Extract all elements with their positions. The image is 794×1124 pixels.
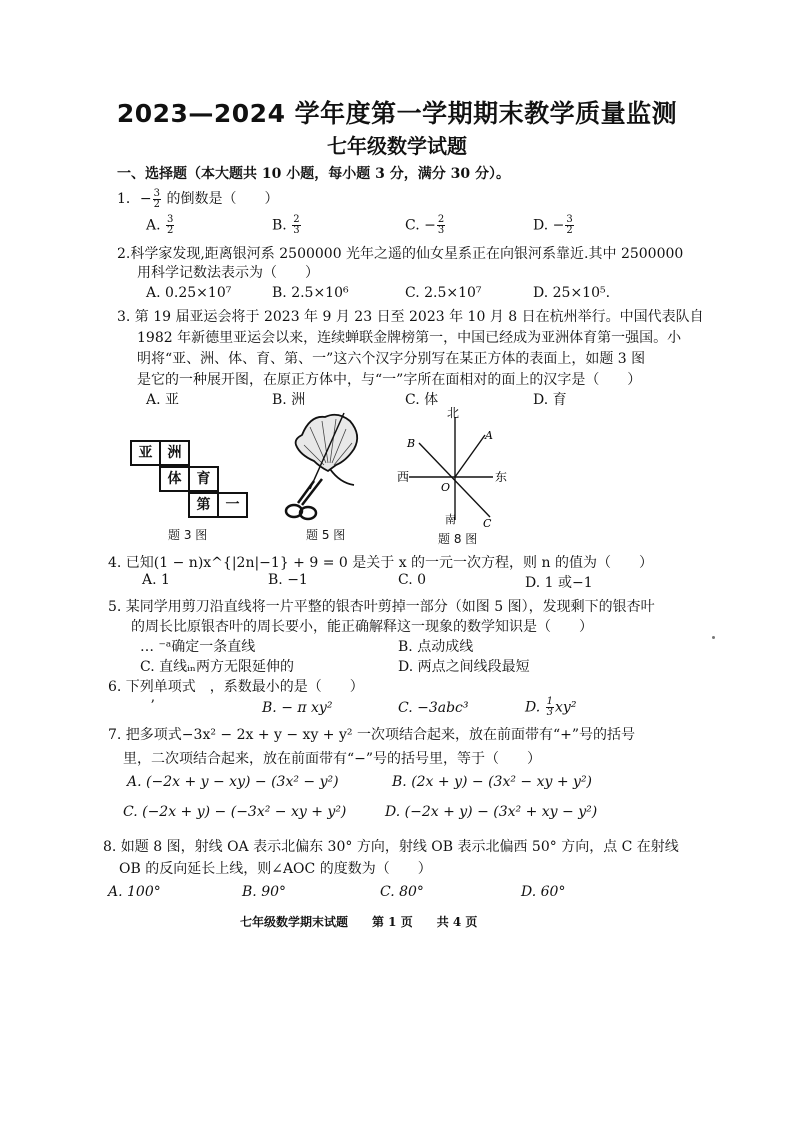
question-5-line-2: 的周长比原银杏叶的周长要小，能正确解释这一现象的数学知识是（ ） — [131, 619, 593, 635]
q1-d-label: D. − — [533, 217, 565, 234]
net-cell-3: 体 — [159, 466, 190, 492]
question-6: 6. 下列单项式 ，系数最小的是（ ） — [108, 679, 364, 695]
q6-option-d — [525, 697, 576, 718]
label-b: B — [407, 437, 416, 450]
q6-d-tail: xy² — [555, 699, 577, 716]
q7-option-b: B. (2x + y) − (3x² − xy + y²) — [392, 774, 593, 790]
section-heading: 一、选择题（本大题共 10 小题，每小题 3 分，满分 30 分）。 — [117, 166, 510, 182]
question-5-line-1: 5. 某同学用剪刀沿直线将一片平整的银杏叶剪掉一部分（如图 5 图），发现剩下的银杏叶 — [108, 599, 655, 615]
question-3-line-1: 3. 第 19 届亚运会将于 2023 年 9 月 23 日至 2023 年 10 月 8 日在杭州举行。中国代表队自 — [117, 309, 704, 325]
q5-option-c: C. 直线ᵢₙ两方无限延伸的 — [140, 659, 294, 675]
q7-option-c: C. (−2x + y) − (−3x² − xy + y²) — [123, 804, 347, 820]
q8-option-a: A. 100° — [108, 884, 161, 900]
page-footer: 七年级数学期末试题 第 1 页 共 4 页 — [240, 915, 478, 929]
q4-option-c: C. 0 — [398, 572, 427, 588]
question-2-line-1: 2.科学家发现,距离银河系 2500000 光年之遥的仙女星系正在向银河系靠近.其中 2500000 — [117, 246, 684, 262]
q1-c-frac — [437, 215, 445, 236]
label-north: 北 — [447, 406, 460, 420]
q1-suffix: 的倒数是（ ） — [162, 191, 279, 207]
label-o: O — [441, 481, 451, 494]
q1-a-num: 3 — [167, 214, 174, 225]
net-cell-2: 洲 — [159, 440, 190, 466]
q1-option-d — [533, 215, 575, 236]
q6-option-c: C. −3abc³ — [398, 700, 469, 716]
figure-5-caption: 题 5 图 — [306, 528, 346, 542]
q6-d-den: 3 — [546, 707, 554, 718]
q1-c-num: 2 — [437, 214, 445, 225]
q3-option-a: A. 亚 — [146, 392, 180, 408]
q8-option-b: B. 90° — [242, 884, 287, 900]
scan-speck — [712, 636, 715, 639]
q4-option-a: A. 1 — [142, 572, 170, 588]
q1-option-b — [272, 215, 302, 236]
q7-option-a: A. (−2x + y − xy) − (3x² − y²) — [127, 774, 339, 790]
q1-b-label: B. — [272, 217, 287, 234]
question-4: 4. 已知(1 − n)x^{|2n|−1} + 9 = 0 是关于 x 的一元一次方程，则 n 的值为（ ） — [108, 555, 653, 571]
figure-8-compass — [395, 405, 525, 530]
q2-option-d: D. 25×10⁵. — [533, 285, 611, 301]
question-7-line-2: 里，二次项结合起来，放在前面带有“−”号的括号里，等于（ ） — [123, 751, 542, 767]
q1-a-label: A. — [146, 217, 161, 234]
figure-3-caption: 题 3 图 — [168, 528, 208, 542]
q8-option-d: D. 60° — [521, 884, 566, 900]
q1-c-label: C. − — [405, 217, 436, 234]
q1-b-den: 3 — [293, 225, 300, 236]
q6-d-label: D. — [525, 699, 541, 716]
q1-a-frac — [166, 215, 174, 236]
net-cell-1: 亚 — [130, 440, 161, 466]
q1-frac-num: 3 — [153, 187, 161, 199]
q2-option-c: C. 2.5×10⁷ — [405, 285, 482, 301]
label-c: C — [483, 517, 492, 530]
net-cell-4: 育 — [188, 466, 219, 492]
q8-option-c: C. 80° — [380, 884, 424, 900]
q1-d-num: 3 — [566, 214, 573, 225]
question-2-line-2: 用科学记数法表示为（ ） — [137, 265, 319, 281]
q1-d-frac — [565, 215, 573, 236]
question-3-line-2: 1982 年新德里亚运会以来，连续蝉联金牌榜第一，中国已经成为亚洲体育第一强国。小 — [137, 330, 682, 346]
ginkgo-leaf-shape — [296, 415, 358, 471]
question-8-line-2: OB 的反向延长上线，则∠AOC 的度数为（ ） — [119, 861, 432, 877]
question-3-line-3: 明将“亚、洲、体、育、第、一”这六个汉字分别写在某正方体的表面上，如题 3 图 — [137, 351, 646, 367]
q1-c-den: 3 — [437, 225, 445, 236]
question-1 — [117, 188, 278, 210]
q1-minus: − — [139, 191, 152, 207]
q1-prefix: 1． — [117, 191, 140, 207]
label-west: 西 — [397, 470, 410, 484]
exam-title: 2023—2024 学年度第一学期期末教学质量监测 — [116, 99, 678, 128]
q5-option-d: D. 两点之间线段最短 — [398, 659, 530, 675]
q1-frac-den: 2 — [153, 198, 161, 210]
q6-option-b: B. − π xy² — [262, 700, 333, 716]
q4-option-d: D. 1 或−1 — [525, 575, 593, 591]
q1-b-num: 2 — [293, 214, 300, 225]
q6-d-frac — [546, 697, 554, 718]
ginkgo-stem — [330, 469, 354, 485]
figure-5-ginkgo-scissors — [280, 405, 372, 525]
q6-option-a: ʼ — [150, 698, 155, 714]
q3-option-d: D. 育 — [533, 392, 567, 408]
q7-option-d: D. (−2x + y) − (3x² + xy − y²) — [385, 804, 598, 820]
q5-option-b: B. 点动成线 — [398, 639, 474, 655]
figure-8-caption: 题 8 图 — [438, 532, 478, 546]
q6-d-num: 1 — [546, 696, 554, 707]
label-east: 东 — [495, 470, 508, 484]
q3-option-b: B. 洲 — [272, 392, 306, 408]
q3-option-c: C. 体 — [405, 392, 439, 408]
net-cell-5: 第 — [188, 492, 219, 518]
q2-option-b: B. 2.5×10⁶ — [272, 285, 349, 301]
label-south: 南 — [445, 513, 456, 526]
q2-option-a: A. 0.25×10⁷ — [146, 285, 232, 301]
exam-subtitle: 七年级数学试题 — [327, 134, 467, 158]
question-8-line-1: 8. 如题 8 图，射线 OA 表示北偏东 30° 方向，射线 OB 表示北偏西 50° 方向，点 C 在射线 — [103, 839, 679, 855]
ray-oa — [455, 435, 485, 477]
question-7-line-1: 7. 把多项式−3x² − 2x + y − xy + y² 一次项结合起来，放在前面带有“+”号的括号 — [108, 727, 636, 743]
q5-option-a: … ⁻ᵃ确定一条直线 — [140, 639, 256, 655]
q1-option-a — [146, 215, 175, 236]
q1-a-den: 2 — [167, 225, 174, 236]
label-a: A — [485, 429, 493, 442]
q1-fraction — [153, 189, 161, 210]
q4-option-b: B. −1 — [268, 572, 308, 588]
question-3-line-4: 是它的一种展开图，在原正方体中，与“一”字所在面相对的面上的汉字是（ ） — [137, 372, 642, 388]
q1-b-frac — [292, 215, 300, 236]
q1-option-c — [405, 215, 446, 236]
net-cell-6: 一 — [217, 492, 248, 518]
q1-d-den: 2 — [566, 225, 573, 236]
